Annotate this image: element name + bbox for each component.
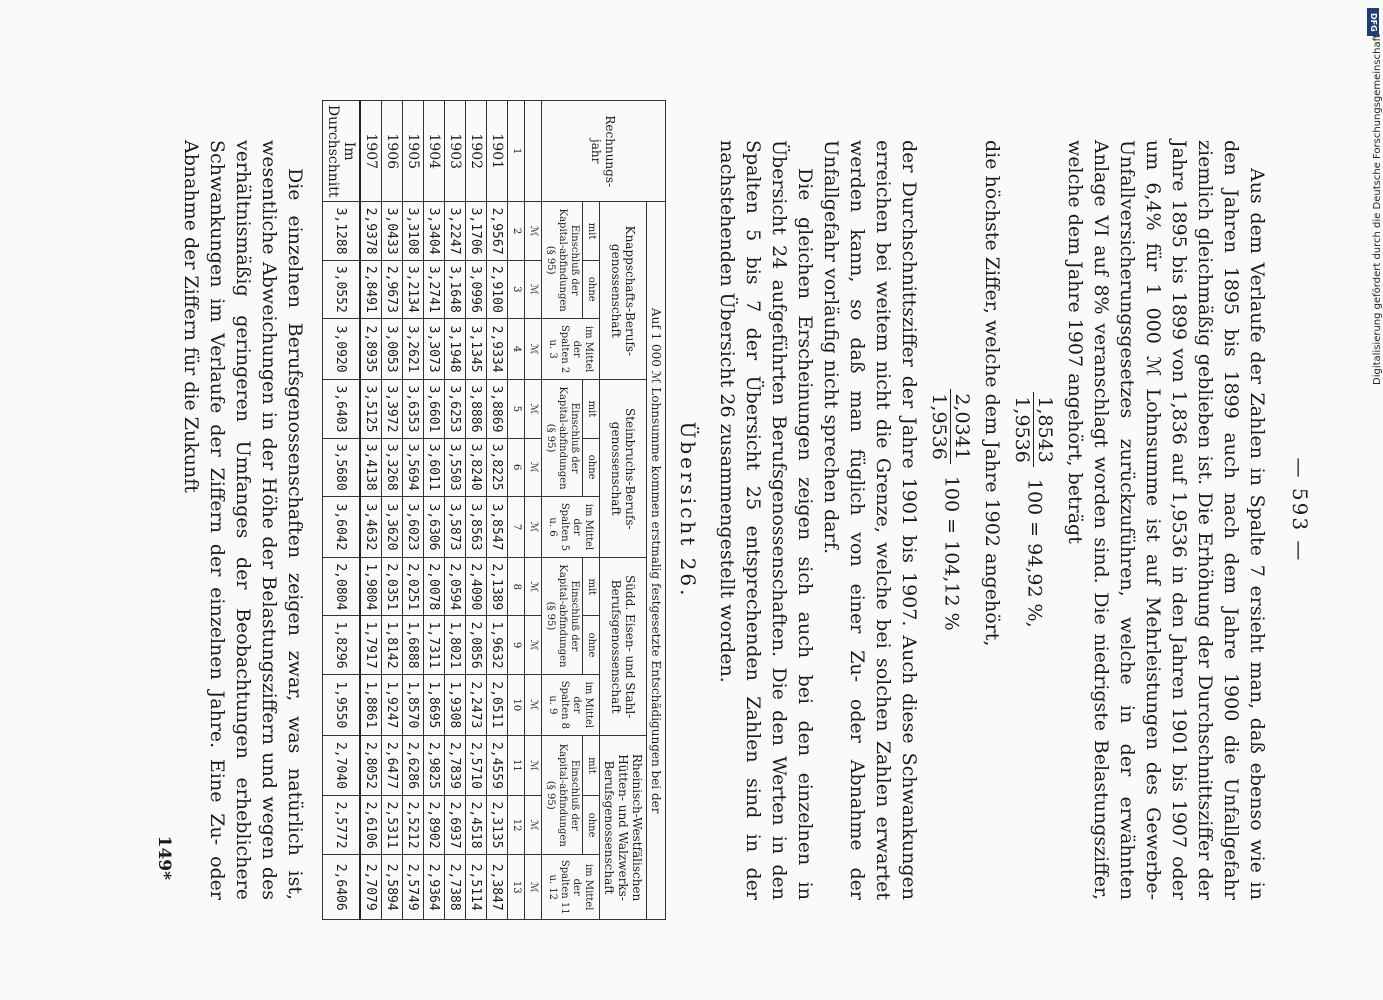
group-header: Steinbruchs-Berufs-genossenschaft: [600, 380, 647, 558]
unit-cell: ℳ: [525, 616, 542, 674]
table-cell: 3,3404: [424, 202, 445, 260]
table-cell: 3,0433: [382, 202, 403, 260]
table-cell: 3,8240: [466, 438, 487, 496]
formula-max-numerator: 2,0341: [950, 389, 973, 463]
formula-max-fraction: [928, 389, 973, 463]
sub-ohne: ohne: [583, 616, 600, 674]
table-cell: 2,5212: [403, 795, 424, 855]
table-cell: 3,0996: [466, 260, 487, 318]
column-number: 4: [508, 318, 525, 379]
column-number: 12: [508, 795, 525, 855]
table-cell: 3,2741: [424, 260, 445, 318]
table-cell: 3,2247: [445, 202, 466, 260]
table-cell: 2,0856: [466, 616, 487, 674]
table-cell: 2,3135: [487, 795, 508, 855]
table-cell: 1,8570: [403, 674, 424, 735]
table-cell: 3,0053: [382, 318, 403, 379]
year-header: Rechnungs-jahr: [542, 101, 666, 202]
table-cell: 2,0594: [445, 558, 466, 616]
table-cell: 3,8886: [466, 380, 487, 438]
table-cell: 2,5114: [466, 855, 487, 920]
table-cell: 1,8021: [445, 616, 466, 674]
unit-cell: ℳ: [525, 795, 542, 855]
row-label: 1905: [403, 101, 424, 202]
formula-max-denominator: 1,9536: [928, 393, 950, 460]
table-row: [360, 101, 382, 920]
table-cell: 3,4632: [360, 496, 382, 557]
unit-cell: ℳ: [525, 202, 542, 260]
column-number: 6: [508, 438, 525, 496]
unit-cell: ℳ: [525, 438, 542, 496]
column-number: 9: [508, 616, 525, 674]
unit-cell: ℳ: [525, 318, 542, 379]
table-cell: 2,6286: [403, 736, 424, 796]
column-number: 10: [508, 674, 525, 735]
table-cell: 1,6888: [403, 616, 424, 674]
table-cell: 3,6403: [323, 380, 361, 438]
formula-min-denominator: 1,9536: [1011, 396, 1033, 463]
table-cell: 3,6306: [424, 496, 445, 557]
unit-cell: [525, 101, 542, 202]
row-label: 1901: [487, 101, 508, 202]
table-cell: 3,3972: [382, 380, 403, 438]
sub-ohne: ohne: [583, 260, 600, 318]
table-cell: 2,0804: [323, 558, 361, 616]
formula-min-fraction: [1011, 392, 1056, 466]
table-cell: 2,9673: [382, 260, 403, 318]
intro-paragraph-1: Aus dem Verlaufe der Zahlen in Spalte 7 ersieht man, daß ebenso wie in den Jahren 1895 bis 1899 auch nach dem Jahre 1900 die Unfallgefahr ziemlich gleichmäßig geblieben ist. Die Erhöhung der Durchschnittsziffer der Jahre 1895 bis 1899 von 1,836 auf 1,9536 in den Jahren 1901 bis 1907 oder um 6,4% für 1 000 ℳ Lohnsumme ist auf Mehrleistungen des Gewerbe-Unfallversicherungsgesetzes zurückzuführen, welche in der erwähnten Anlage VI auf 8% veranschlagt worden sind. Die niedrigste Belastungsziffer, welche dem Jahre 1907 angehört, beträgt: [1064, 140, 1268, 900]
unit-cell: ℳ: [525, 674, 542, 735]
table-cell: 2,6406: [323, 855, 361, 920]
table-cell: 2,8491: [360, 260, 382, 318]
table-cell: 2,5894: [382, 855, 403, 920]
table-row: [466, 101, 487, 920]
table-cell: 3,8869: [487, 380, 508, 438]
column-number: 1: [508, 101, 525, 202]
sub-mittel: im Mittel der Spalten 11 u. 12: [542, 855, 600, 920]
table-cell: 3,6601: [424, 380, 445, 438]
intro-paragraph-3: der Durchschnittsziffer der Jahre 1901 bis 1907. Auch diese Schwankungen erreichen bei weitem nicht die Grenze, welche bei solchen Zahlen erwartet werden kann, so daß man füglich von einer Zu- oder Abnahme der Unfallgefahr vorläufig nicht sprechen darf.: [820, 140, 920, 900]
row-label: 1906: [382, 101, 403, 202]
column-number-row: [508, 101, 525, 920]
table-cell: 3,5873: [445, 496, 466, 557]
table-cell: 2,7040: [323, 736, 361, 796]
dfg-logo: DFG: [1367, 8, 1379, 36]
unit-row: [525, 101, 542, 920]
sub-mittel: im Mittel der Spalten 8 u. 9: [542, 674, 600, 735]
table-cell: 3,8225: [487, 438, 508, 496]
row-label: 1907: [360, 101, 382, 202]
group-header: Südd. Eisen- und Stahl-Berufsgenossenschaft: [600, 558, 647, 736]
table-row: [403, 101, 424, 920]
unit-cell: ℳ: [525, 260, 542, 318]
table-cell: 1,8861: [360, 674, 382, 735]
sub-einschluss: Einschluß der Kapital-abfindungen (§ 95): [542, 736, 583, 855]
row-label: 1903: [445, 101, 466, 202]
table-cell: 3,8547: [487, 496, 508, 557]
table-cell: 2,8902: [424, 795, 445, 855]
table-cell: 1,8695: [424, 674, 445, 735]
rotated-page: [80, 60, 1320, 960]
sub-ohne: ohne: [583, 438, 600, 496]
table-cell: 3,3108: [403, 202, 424, 260]
formula-min-result: 100 = 94,92 %,: [1023, 478, 1046, 628]
table-cell: 2,3847: [487, 855, 508, 920]
table-cell: 3,8563: [466, 496, 487, 557]
table-cell: 3,6353: [403, 380, 424, 438]
table-cell: 3,3073: [424, 318, 445, 379]
table-cell: 3,2621: [403, 318, 424, 379]
column-number: 3: [508, 260, 525, 318]
table-cell: 2,8935: [360, 318, 382, 379]
table-cell: 3,5694: [403, 438, 424, 496]
page-number: — 593 —: [1288, 457, 1312, 563]
table-cell: 3,1648: [445, 260, 466, 318]
table-cell: 3,1345: [466, 318, 487, 379]
table-cell: 1,8296: [323, 616, 361, 674]
table-cell: 2,2473: [466, 674, 487, 735]
table-cell: 3,4138: [360, 438, 382, 496]
table-cell: 1,8142: [382, 616, 403, 674]
column-number: 7: [508, 496, 525, 557]
table-cell: 2,9334: [487, 318, 508, 379]
table-cell: 3,1288: [323, 202, 361, 260]
sub-mit: mit: [583, 558, 600, 616]
table-cell: 2,4090: [466, 558, 487, 616]
table-cell: 1,7917: [360, 616, 382, 674]
table-title: Übersicht 26.: [676, 421, 700, 599]
sub-ohne: ohne: [583, 795, 600, 855]
table-cell: 2,6477: [382, 736, 403, 796]
table-cell: 2,7079: [360, 855, 382, 920]
data-table: [322, 100, 666, 920]
sub-mittel: im Mittel der Spalten 5 u. 6: [542, 496, 600, 557]
unit-cell: ℳ: [525, 496, 542, 557]
table-cell: 3,0920: [323, 318, 361, 379]
column-number: 5: [508, 380, 525, 438]
group-header: Knappschafts-Berufs-genossenschaft: [600, 202, 647, 380]
unit-cell: ℳ: [525, 855, 542, 920]
table-cell: 2,0351: [382, 558, 403, 616]
intro-paragraph-2: die höchste Ziffer, welche dem Jahre 1902 angehört,: [981, 140, 1003, 647]
unit-cell: ℳ: [525, 380, 542, 438]
sub-einschluss: Einschluß der Kapital-abfindungen (§ 95): [542, 202, 583, 319]
table-cell: 3,1706: [466, 202, 487, 260]
row-label: Im Durchschnitt: [323, 101, 361, 202]
table-row: [382, 101, 403, 920]
unit-cell: ℳ: [525, 558, 542, 616]
table-cell: 2,9364: [424, 855, 445, 920]
formula-min: [1011, 100, 1056, 920]
table-cell: 2,9567: [487, 202, 508, 260]
sub-mittel: im Mittel der Spalten 2 u. 3: [542, 318, 600, 379]
table-cell: 3,3620: [382, 496, 403, 557]
table-row: [424, 101, 445, 920]
table-cell: 1,9804: [360, 558, 382, 616]
formula-min-numerator: 1,8543: [1033, 392, 1056, 466]
intro-paragraph-4: Die gleichen Erscheinungen zeigen sich auch bei den einzelnen in Übersicht 24 aufgeführten Berufsgenossenschaften. Die den Werten in den Spalten 5 bis 7 der Übersicht 25 entsprechenden Zahlen sind in der nachstehenden Übersicht 26 zusammengestellt worden.: [716, 140, 816, 900]
table-cell: 2,6106: [360, 795, 382, 855]
table-cell: 2,0078: [424, 558, 445, 616]
table-cell: 2,1389: [487, 558, 508, 616]
table-cell: 2,5710: [466, 736, 487, 796]
table-cell: 2,5772: [323, 795, 361, 855]
table-cell: 2,4518: [466, 795, 487, 855]
table-cell: 3,6253: [445, 380, 466, 438]
table-row: [487, 101, 508, 920]
table-cell: 3,6023: [403, 496, 424, 557]
table-cell: 3,5680: [323, 438, 361, 496]
table-cell: 2,7839: [445, 736, 466, 796]
table-cell: 2,5311: [382, 795, 403, 855]
table-cell: 1,9308: [445, 674, 466, 735]
table-cell: 2,4559: [487, 736, 508, 796]
table-cell: 1,9247: [382, 674, 403, 735]
table-cell: 2,9378: [360, 202, 382, 260]
formula-max-result: 100 = 104,12 %: [940, 475, 963, 631]
table-cell: 3,5125: [360, 380, 382, 438]
table-cell: 2,9825: [424, 736, 445, 796]
table-cell: 3,6042: [323, 496, 361, 557]
unit-cell: ℳ: [525, 736, 542, 796]
sub-mit: mit: [583, 736, 600, 796]
table-cell: 2,9100: [487, 260, 508, 318]
sub-einschluss: Einschluß der Kapital-abfindungen (§ 95): [542, 558, 583, 675]
column-number: 13: [508, 855, 525, 920]
table-cell: 3,2134: [403, 260, 424, 318]
sub-einschluss: Einschluß der Kapital-abfindungen (§ 95): [542, 380, 583, 497]
table-cell: 2,0511: [487, 674, 508, 735]
formula-max: [928, 100, 973, 920]
table-cell: 2,7388: [445, 855, 466, 920]
column-number: 8: [508, 558, 525, 616]
table-cell: 2,5749: [403, 855, 424, 920]
group-header: Rheinisch-Westfälischen Hütten- und Walzwerks-Berufsgenossenschaft: [600, 736, 647, 920]
footer-mark: 149*: [154, 835, 174, 880]
column-number: 11: [508, 736, 525, 796]
outro-paragraph: Die einzelnen Berufsgenossenschaften zeigen zwar, was natürlich ist, wesentliche Abweichungen in der Höhe der Belastungsziffern und wegen des verhältnismäßig geringeren Umfanges der Beobachtungen erheblichere Schwankungen im Verlaufe der Ziffern der einzelnen Jahre. Eine Zu- oder Abnahme der Ziffern für die Zukunft: [180, 140, 306, 900]
digitization-credit: Digitalisierung gefördert durch die Deutsche Forschungsgemeinschaft: [1372, 34, 1383, 385]
table-cell: 3,3268: [382, 438, 403, 496]
table-cell: 3,0552: [323, 260, 361, 318]
table-row: [445, 101, 466, 920]
table-cell: 1,9550: [323, 674, 361, 735]
table-cell: 2,8052: [360, 736, 382, 796]
table-cell: 3,6011: [424, 438, 445, 496]
table-cell: 1,9632: [487, 616, 508, 674]
row-label: 1902: [466, 101, 487, 202]
table-cell: 3,5503: [445, 438, 466, 496]
table-cell: 1,7311: [424, 616, 445, 674]
table-cell: 2,0251: [403, 558, 424, 616]
row-label: 1904: [424, 101, 445, 202]
column-number: 2: [508, 202, 525, 260]
table-body: [323, 101, 508, 920]
table-cell: 2,6937: [445, 795, 466, 855]
sub-mit: mit: [583, 380, 600, 438]
table-caption: Auf 1 000 ℳ Lohnsumme kommen erstmalig festgesetzte Entschädigungen bei der: [647, 202, 666, 920]
sub-mit: mit: [583, 202, 600, 260]
table-cell: 3,1948: [445, 318, 466, 379]
table-row: [323, 101, 361, 920]
